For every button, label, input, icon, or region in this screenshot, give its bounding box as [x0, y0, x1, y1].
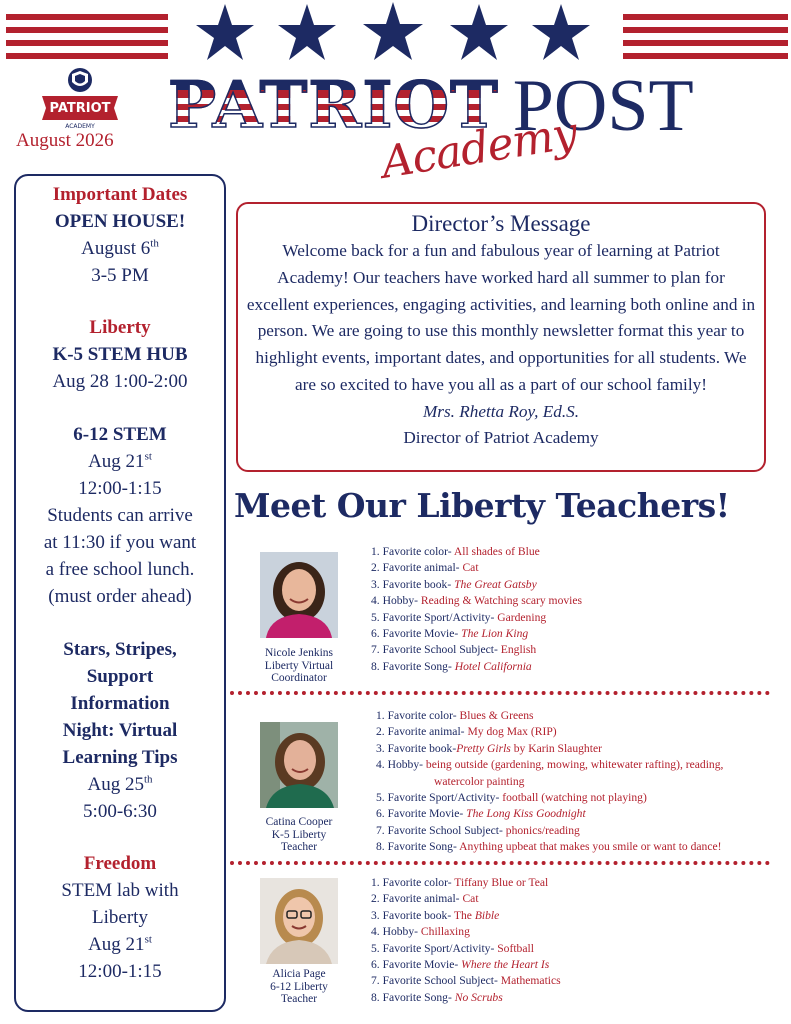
- favorite-item: 6. Favorite Movie- The Long Kiss Goodnight: [376, 807, 586, 821]
- teacher-photo: [260, 552, 338, 638]
- open-house-title: OPEN HOUSE!: [54, 211, 186, 232]
- stars-night-title-line: Night: Virtual: [62, 720, 178, 741]
- teacher-role-line: K-5 Liberty: [271, 828, 327, 841]
- favorite-item: 8. Favorite Song- No Scrubs: [371, 990, 503, 1004]
- liberty-stem-date: Aug 28 1:00-2:00: [52, 371, 188, 392]
- teacher-card-nicole-jenkins: [236, 545, 786, 688]
- freedom-heading: Freedom: [83, 853, 157, 874]
- stars-night-title-line: Information: [70, 693, 170, 714]
- star-icon: [196, 4, 254, 60]
- teacher-name: Alicia Page: [272, 968, 326, 980]
- favorite-item: 3. Favorite book-Pretty Girls by Karin Slaughter: [376, 741, 602, 755]
- director-signature: Mrs. Rhetta Roy, Ed.S.: [422, 401, 580, 421]
- freedom-line: Liberty: [92, 907, 148, 928]
- teacher-caption: [234, 968, 364, 1006]
- favorite-item: 7. Favorite School Subject- English: [371, 643, 537, 657]
- teacher-photo: [260, 878, 338, 964]
- favorite-item: 4. Hobby- Reading & Watching scary movies: [371, 594, 583, 608]
- stem-612-note-line: Students can arrive: [47, 505, 193, 526]
- masthead-post: POST: [512, 65, 694, 147]
- open-house-date: August 6th: [81, 237, 159, 259]
- favorite-item: 6. Favorite Movie- Where the Heart Is: [371, 958, 550, 972]
- stem-612-note-line: a free school lunch.: [45, 559, 195, 580]
- dotted-divider: [230, 691, 770, 695]
- star-icon: [363, 2, 423, 60]
- favorite-item: 1. Favorite color- All shades of Blue: [371, 545, 540, 558]
- teacher-caption: [234, 647, 364, 685]
- stars-night-time: 5:00-6:30: [83, 801, 157, 822]
- open-house-time: 3-5 PM: [91, 265, 149, 286]
- favorite-item: 2. Favorite animal- My dog Max (RIP): [376, 725, 557, 739]
- star-icon: [532, 4, 590, 60]
- stars-night-title-line: Stars, Stripes,: [63, 639, 177, 660]
- important-dates-sidebar: [14, 174, 226, 1012]
- favorite-item: 2. Favorite animal- Cat: [371, 561, 479, 575]
- teacher-role-line: Teacher: [280, 841, 318, 853]
- meet-teachers-heading: Meet Our Liberty Teachers!: [234, 486, 730, 525]
- favorite-item: 1. Favorite color- Tiffany Blue or Teal: [371, 876, 549, 889]
- teacher-card-catina-cooper: [236, 709, 786, 858]
- issue-date: August 2026: [16, 130, 114, 151]
- stars-night-title-line: Support: [86, 666, 154, 687]
- stem-612-title: 6-12 STEM: [73, 424, 167, 445]
- teacher-photo: [260, 722, 338, 808]
- freedom-date: Aug 21st: [88, 933, 152, 955]
- favorite-item: 8. Favorite Song- Hotel California: [371, 659, 532, 673]
- favorite-item: 3. Favorite book- The Bible: [371, 908, 500, 922]
- stars-night-date: Aug 25th: [87, 773, 153, 795]
- dotted-divider: [230, 861, 770, 865]
- liberty-heading: Liberty: [89, 317, 151, 338]
- directors-message-title: Director’s Message: [411, 211, 591, 236]
- favorite-item: 8. Favorite Song- Anything upbeat that makes you smile or want to dance!: [376, 840, 722, 854]
- freedom-time: 12:00-1:15: [78, 961, 162, 982]
- teacher-role-line: Liberty Virtual: [264, 659, 334, 672]
- star-icon: [278, 4, 336, 60]
- favorite-item: 4. Hobby- being outside (gardening, mowing, whitewater rafting), reading,: [376, 758, 724, 772]
- header-stripes-left: [6, 14, 168, 58]
- teacher-favorites-list: [371, 544, 582, 675]
- liberty-stem-title: K-5 STEM HUB: [52, 344, 188, 365]
- stem-612-time: 12:00-1:15: [78, 478, 162, 499]
- logo-subtext: ACADEMY: [65, 123, 95, 130]
- stem-612-note-line: at 11:30 if you want: [43, 532, 197, 553]
- teacher-card-alicia-page: [236, 878, 786, 1014]
- header-stars: [190, 2, 600, 66]
- academy-logo: [38, 66, 122, 130]
- favorite-item: 5. Favorite Sport/Activity- Gardening: [371, 610, 547, 624]
- sidebar-heading: Important Dates: [52, 184, 188, 205]
- favorite-item: 5. Favorite Sport/Activity- Softball: [371, 941, 534, 955]
- directors-message-box: [236, 202, 766, 472]
- favorite-item: 1. Favorite color- Blues & Greens: [376, 709, 534, 722]
- teacher-role-line: 6-12 Liberty: [270, 980, 328, 993]
- star-icon: [450, 4, 508, 60]
- teacher-caption: [234, 816, 364, 854]
- favorite-item: 3. Favorite book- The Great Gatsby: [371, 577, 537, 591]
- favorite-item: 2. Favorite animal- Cat: [371, 892, 479, 906]
- favorite-item: 7. Favorite School Subject- Mathematics: [371, 974, 561, 988]
- stars-night-title-line: Learning Tips: [62, 747, 178, 768]
- director-role: Director of Patriot Academy: [403, 427, 599, 447]
- stem-612-note-line: (must order ahead): [48, 586, 192, 607]
- directors-message-body: Welcome back for a fun and fabulous year of learning at Patriot Academy! Our teachers have worked hard all summer to plan for excellent experiences, engaging activities, and learning both online and in person. We are going to use this monthly newsletter format this year to highlight events, important dates, and opportunities for all students. We are so excited to have you all as a part of our school family!: [246, 241, 756, 394]
- favorite-item: 5. Favorite Sport/Activity- football (watching not playing): [376, 791, 647, 805]
- teacher-favorites-list: [371, 875, 561, 1006]
- teacher-name: Nicole Jenkins: [264, 647, 334, 659]
- logo-text: PATRIOT: [49, 101, 111, 116]
- freedom-line: STEM lab with: [61, 880, 179, 901]
- header-stripes-right: [623, 14, 788, 58]
- teacher-role-line: Teacher: [280, 993, 318, 1005]
- favorite-item: 4. Hobby- Chillaxing: [371, 925, 470, 939]
- teacher-role-line: Coordinator: [271, 672, 327, 684]
- teacher-favorites-list: [376, 708, 723, 856]
- favorite-item: 7. Favorite School Subject- phonics/reading: [376, 823, 580, 837]
- favorite-item-continued: watercolor painting: [434, 774, 525, 788]
- favorite-item: 6. Favorite Movie- The Lion King: [371, 627, 529, 641]
- masthead-academy-script: Academy: [378, 107, 581, 189]
- teacher-name: Catina Cooper: [265, 816, 333, 828]
- masthead-patriot: PATRIOT: [168, 64, 499, 148]
- stem-612-date: Aug 21st: [88, 450, 152, 472]
